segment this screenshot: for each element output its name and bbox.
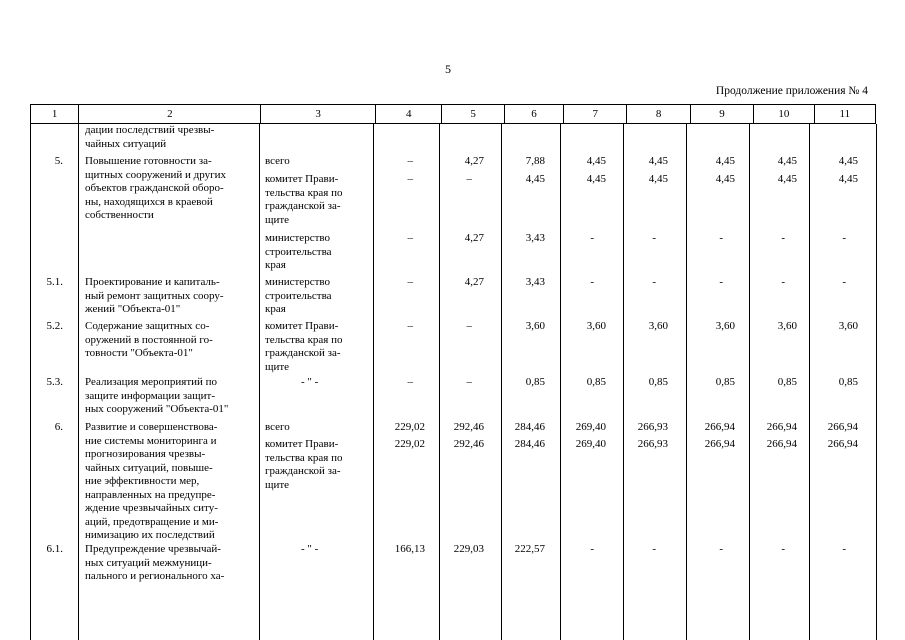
table-cell-value: 0,85 bbox=[715, 376, 735, 388]
table-cell-value: 284,46 bbox=[514, 421, 545, 433]
table-cell-value: - bbox=[842, 543, 846, 555]
table-cell-value: - bbox=[719, 543, 723, 555]
table-cell-value: – bbox=[466, 173, 472, 185]
table-cell-value: 4,45 bbox=[586, 173, 606, 185]
table-cell-value: 3,43 bbox=[525, 232, 545, 244]
table-cell-value: 0,85 bbox=[586, 376, 606, 388]
table-cell-value: 0,85 bbox=[525, 376, 545, 388]
table-cell-value: – bbox=[407, 320, 413, 332]
table-cell-value: 4,45 bbox=[648, 155, 668, 167]
table-cell-value: – bbox=[407, 376, 413, 388]
funding-source: министерство строительства края bbox=[265, 232, 332, 271]
table-cell-value: 4,45 bbox=[838, 173, 858, 185]
row-number: 5.2. bbox=[46, 320, 63, 332]
table-cell-value: 4,27 bbox=[464, 232, 484, 244]
table-cell-value: - bbox=[842, 276, 846, 288]
column-rule bbox=[749, 124, 750, 640]
table-cell-value: 4,27 bbox=[464, 155, 484, 167]
table-cell-value: 266,94 bbox=[766, 438, 797, 450]
table-cell-value: - bbox=[652, 232, 656, 244]
funding-source: - " - bbox=[301, 376, 319, 388]
table-cell-value: 266,94 bbox=[704, 438, 735, 450]
table-cell-value: 166,13 bbox=[394, 543, 425, 555]
table-cell-value: 4,27 bbox=[464, 276, 484, 288]
table-cell-value: 3,60 bbox=[648, 320, 668, 332]
row-title: дации последствий чрезвы- чайных ситуаций bbox=[85, 124, 215, 150]
table-cell-value: 266,94 bbox=[766, 421, 797, 433]
table-cell-value: 0,85 bbox=[648, 376, 668, 388]
table-cell-value: - bbox=[590, 543, 594, 555]
col-header-1: 1 bbox=[31, 105, 79, 124]
table-cell-value: 266,94 bbox=[704, 421, 735, 433]
table-cell-value: – bbox=[407, 232, 413, 244]
row-number: 5.3. bbox=[46, 376, 63, 388]
col-header-11: 11 bbox=[814, 105, 875, 124]
column-rule bbox=[686, 124, 687, 640]
column-rule bbox=[809, 124, 810, 640]
col-header-5: 5 bbox=[442, 105, 504, 124]
funding-source: комитет Прави- тельства края по гражданской за- щите bbox=[265, 173, 343, 226]
table-cell-value: 4,45 bbox=[777, 155, 797, 167]
row-number: 5.1. bbox=[46, 276, 63, 288]
table-cell-value: 269,40 bbox=[575, 438, 606, 450]
table-cell-value: - bbox=[719, 276, 723, 288]
table-cell-value: - bbox=[781, 543, 785, 555]
table-cell-value: 266,93 bbox=[637, 421, 668, 433]
column-rule bbox=[876, 124, 877, 640]
column-rule bbox=[373, 124, 374, 640]
table-cell-value: 4,45 bbox=[838, 155, 858, 167]
col-header-10: 10 bbox=[754, 105, 814, 124]
table-cell-value: 3,60 bbox=[777, 320, 797, 332]
col-header-6: 6 bbox=[504, 105, 563, 124]
table-cell-value: 4,45 bbox=[648, 173, 668, 185]
table-cell-value: – bbox=[407, 155, 413, 167]
funding-source: комитет Прави- тельства края по гражданской за- щите bbox=[265, 320, 343, 373]
column-rule bbox=[78, 124, 79, 640]
table-cell-value: 266,93 bbox=[637, 438, 668, 450]
row-title: Развитие и совершенствова- ние системы мониторинга и прогнозирования чрезвы- чайных ситуаций, повыше- ние эффективности мер, направленных на предупре- ждение чрезвычайных ситу- аций, предотвращение и ми- нимизацию их последствий bbox=[85, 421, 219, 541]
column-rule bbox=[259, 124, 260, 640]
row-number: 6.1. bbox=[46, 543, 63, 555]
row-number: 6. bbox=[54, 421, 63, 433]
table-cell-value: – bbox=[466, 320, 472, 332]
table-cell-value: 0,85 bbox=[777, 376, 797, 388]
column-rule bbox=[439, 124, 440, 640]
column-rule bbox=[30, 124, 31, 640]
row-title: Предупреждение чрезвычай- ных ситуаций межмуници- пального и регионального ха- bbox=[85, 543, 225, 582]
table-cell-value: – bbox=[407, 173, 413, 185]
table-cell-value: - bbox=[590, 232, 594, 244]
table-cell-value: 4,45 bbox=[777, 173, 797, 185]
funding-source: всего bbox=[265, 155, 290, 167]
table-cell-value: 4,45 bbox=[715, 173, 735, 185]
table-cell-value: 7,88 bbox=[525, 155, 545, 167]
continuation-label: Продолжение приложения № 4 bbox=[715, 85, 868, 97]
table-cell-value: 292,46 bbox=[453, 438, 484, 450]
table-cell-value: 4,45 bbox=[715, 155, 735, 167]
table-cell-value: - bbox=[590, 276, 594, 288]
table-cell-value: 266,94 bbox=[827, 438, 858, 450]
table-cell-value: 3,60 bbox=[715, 320, 735, 332]
table-cell-value: 229,02 bbox=[394, 421, 425, 433]
funding-source: - " - bbox=[301, 543, 319, 555]
col-header-7: 7 bbox=[564, 105, 627, 124]
table-cell-value: 292,46 bbox=[453, 421, 484, 433]
table-cell-value: 229,03 bbox=[453, 543, 484, 555]
row-title: Содержание защитных со- оружений в постоянной го- товности "Объекта-01" bbox=[85, 320, 213, 359]
table-cell-value: 266,94 bbox=[827, 421, 858, 433]
table-cell-value: - bbox=[652, 543, 656, 555]
column-rule bbox=[623, 124, 624, 640]
table-cell-value: 284,46 bbox=[514, 438, 545, 450]
col-header-3: 3 bbox=[261, 105, 376, 124]
page-number: 5 bbox=[445, 62, 451, 76]
table-cell-value: 269,40 bbox=[575, 421, 606, 433]
table-cell-value: - bbox=[781, 276, 785, 288]
funding-source: комитет Прави- тельства края по гражданской за- щите bbox=[265, 438, 343, 491]
column-header-row bbox=[30, 104, 876, 124]
table-cell-value: - bbox=[719, 232, 723, 244]
funding-source: министерство строительства края bbox=[265, 276, 332, 315]
table-cell-value: 3,43 bbox=[525, 276, 545, 288]
table-cell-value: 3,60 bbox=[525, 320, 545, 332]
row-title: Повышение готовности за- щитных сооружений и других объектов гражданской оборо- ны, находящихся в краевой собственности bbox=[85, 155, 227, 221]
table-cell-value: – bbox=[407, 276, 413, 288]
col-header-8: 8 bbox=[627, 105, 690, 124]
col-header-4: 4 bbox=[376, 105, 442, 124]
table-cell-value: - bbox=[842, 232, 846, 244]
table-cell-value: 222,57 bbox=[514, 543, 545, 555]
funding-source: всего bbox=[265, 421, 290, 433]
table-cell-value: - bbox=[652, 276, 656, 288]
col-header-2: 2 bbox=[79, 105, 261, 124]
table-cell-value: 4,45 bbox=[586, 155, 606, 167]
table-cell-value: - bbox=[781, 232, 785, 244]
table-cell-value: 0,85 bbox=[838, 376, 858, 388]
column-rule bbox=[501, 124, 502, 640]
row-number: 5. bbox=[54, 155, 63, 167]
col-header-9: 9 bbox=[690, 105, 753, 124]
row-title: Реализация мероприятий по защите информации защит- ных сооружений "Объекта-01" bbox=[85, 376, 229, 415]
table-cell-value: 3,60 bbox=[586, 320, 606, 332]
table-cell-value: 229,02 bbox=[394, 438, 425, 450]
table-cell-value: 3,60 bbox=[838, 320, 858, 332]
row-title: Проектирование и капиталь- ный ремонт защитных соору- жений "Объекта-01" bbox=[85, 276, 224, 315]
column-rule bbox=[560, 124, 561, 640]
table-cell-value: 4,45 bbox=[525, 173, 545, 185]
table-cell-value: – bbox=[466, 376, 472, 388]
